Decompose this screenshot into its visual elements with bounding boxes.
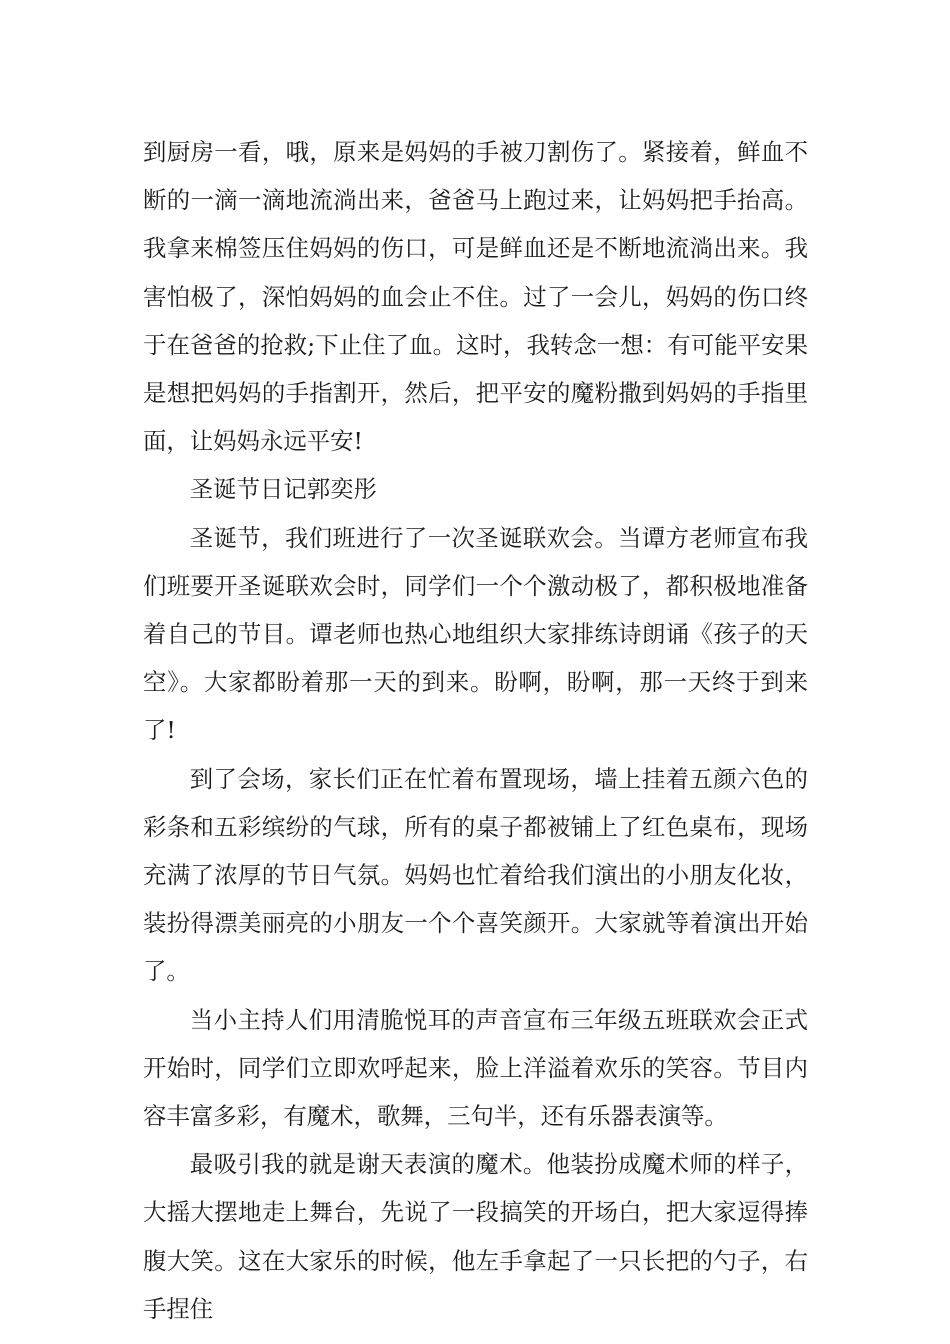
paragraph-intro: 圣诞节，我们班进行了一次圣诞联欢会。当谭方老师宣布我们班要开圣诞联欢会时，同学们一个个激动极了，都积极地准备着自己的节目。谭老师也热心地组织大家排练诗朗诵《孩子的天空》。大家都盼着那一天的到来。盼啊，盼啊，那一天终于到来了! [143, 523, 808, 745]
paragraph-title: 圣诞节日记郭奕彤 [189, 475, 377, 504]
paragraph-continuation: 到厨房一看，哦，原来是妈妈的手被刀割伤了。紧接着，鲜血不断的一滴一滴地流淌出来，爸爸马上跑过来，让妈妈把手抬高。我拿来棉签压住妈妈的伤口，可是鲜血还是不断地流淌出来。我害怕极了，深怕妈妈的血会止不住。过了一会儿，妈妈的伤口终于在爸爸的抢救;下止住了血。这时，我转念一想：有可能平安果是想把妈妈的手指割开，然后，把平安的魔粉撒到妈妈的手指里面，让妈妈永远平安! [143, 138, 808, 456]
paragraph-magic: 最吸引我的就是谢天表演的魔术。他装扮成魔术师的样子，大摇大摆地走上舞台，先说了一段搞笑的开场白，把大家逗得捧腹大笑。这在大家乐的时候，他左手拿起了一只长把的勺子，右手捏住 [143, 1150, 808, 1323]
paragraph-venue: 到了会场，家长们正在忙着布置现场，墙上挂着五颜六色的彩条和五彩缤纷的气球，所有的桌子都被铺上了红色桌布，现场充满了浓厚的节日气氛。妈妈也忙着给我们演出的小朋友化妆，装扮得漂美丽亮的小朋友一个个喜笑颜开。大家就等着演出开始了。 [143, 764, 808, 986]
document-body [143, 128, 808, 1333]
paragraph-opening: 当小主持人们用清脆悦耳的声音宣布三年级五班联欢会正式开始时，同学们立即欢呼起来，脸上洋溢着欢乐的笑容。节目内容丰富多彩，有魔术，歌舞，三句半，还有乐器表演等。 [143, 1005, 808, 1131]
